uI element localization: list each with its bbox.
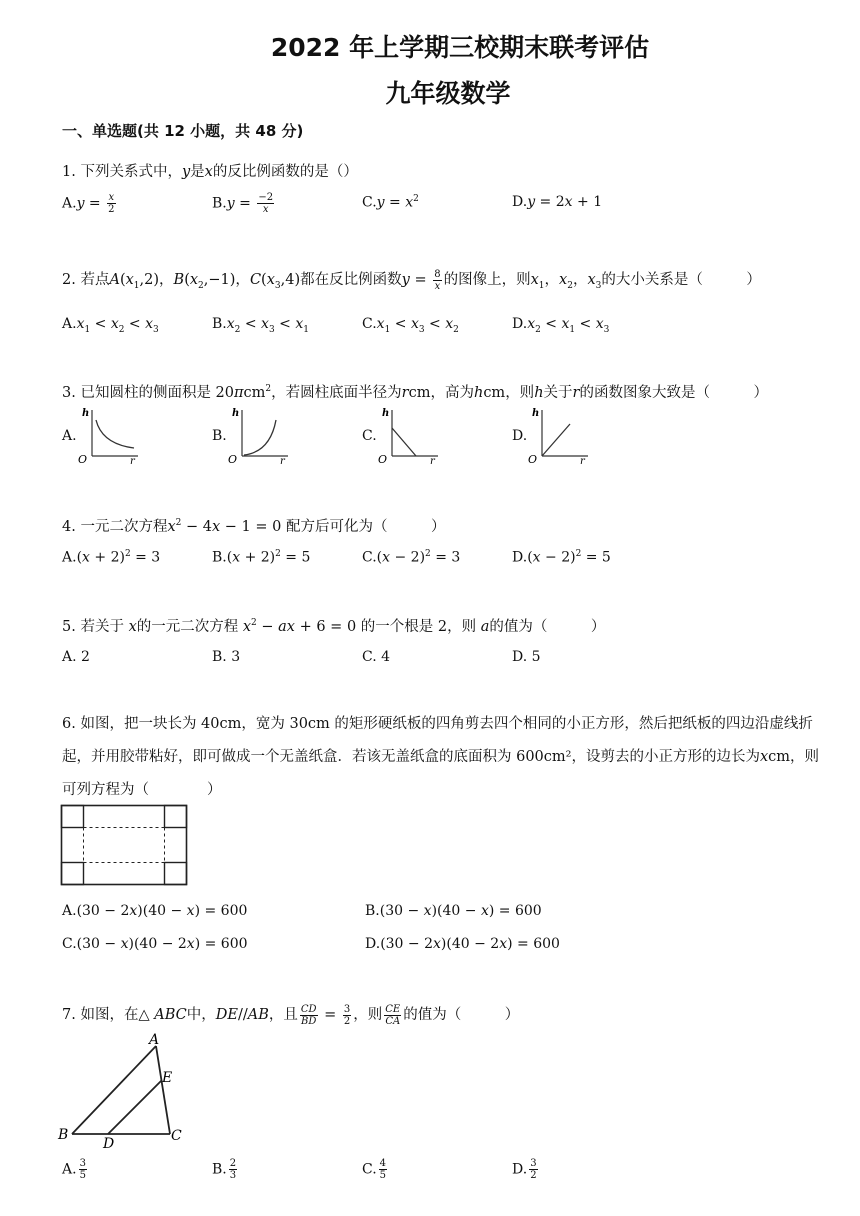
q6-stem-b: ，则可列方程为（ ） — [62, 749, 820, 798]
q7-option-d[interactable]: D. $\frac{3}{2}$ — [512, 1158, 537, 1181]
q2-option-b-label: B. — [212, 316, 227, 332]
q3-graph-b — [226, 406, 292, 467]
q3-option-a[interactable]: A. — [62, 428, 77, 444]
q6-option-b-label: B. — [365, 903, 380, 919]
q1-stem-c: 的反比例函数的是（） — [212, 164, 358, 180]
question-1: 1. 下列关系式中，y是x的反比例函数的是（） — [62, 164, 358, 180]
q6-option-a-label: A. — [62, 903, 77, 919]
q7-label-d: D — [103, 1136, 115, 1152]
section-heading: 一、单选题(共 12 小题，共 48 分) — [62, 122, 304, 140]
q3-b-o-label: O — [228, 453, 238, 466]
q6-option-c[interactable]: C.(30 − x)(40 − 2x) = 600 — [62, 936, 248, 952]
q5-option-c[interactable]: C. 4 — [362, 649, 391, 665]
q3-option-c[interactable]: C. — [362, 428, 377, 444]
q5-stem-d: 的值为（ ） — [489, 619, 606, 635]
q3-stem-e: 关于 — [543, 385, 573, 401]
q7-label-a: A — [149, 1032, 160, 1048]
q3-a-h-label: h — [82, 408, 90, 419]
q2-option-a[interactable]: $A.x_1 < x_2 < x_3$ — [62, 316, 159, 335]
q7-label-c: C — [171, 1128, 182, 1144]
q2-stem-tail2: 的大小关系是（ ） — [601, 272, 761, 288]
q7-option-b[interactable]: B. $\frac{2}{3}$ — [212, 1158, 237, 1181]
q2-stem: 2. 若点 — [62, 272, 110, 288]
q7-option-c[interactable]: C. $\frac{4}{5}$ — [362, 1158, 387, 1181]
q3-a-o-label: O — [78, 453, 88, 466]
q7-stem: 7. 如图，在 — [62, 1007, 139, 1023]
q4-option-b-label: B. — [212, 549, 227, 566]
question-5: 5. 若关于 x的一元二次方程 $x^2$ − ax + 6 = 0 的一个根是 2，则 a的值为（ ） — [62, 618, 606, 635]
q3-stem-c: ，高为 — [430, 385, 474, 401]
q1-option-a[interactable]: A.y = $\frac{x}{2}$ — [62, 192, 115, 215]
q7-option-d-label: D. — [512, 1161, 528, 1178]
q2-option-b[interactable]: $B.x_2 < x_3 < x_1$ — [212, 316, 309, 335]
q1-option-b[interactable]: B.y = $\frac{-2}{x}$ — [212, 192, 274, 215]
q3-a-r-label: r — [130, 456, 135, 467]
q4-option-a-label: A. — [62, 549, 77, 566]
q3-c-o-label: O — [378, 453, 388, 466]
question-6: 6. 如图，把一块长为 40cm，宽为 30cm 的矩形硬纸板的四角剪去四个相同的小正方形，然后把纸板的四边沿虚线折起，并用胶带粘好，即可做成一个无盖纸盒．若该无盖纸盒的底面积为 600cm²，设剪去的小正方形的边长为xcm，则可列方程为（ ） — [62, 716, 820, 798]
q5-stem-c: 的一个根是 2，则 — [360, 619, 481, 635]
q3-b-h-label: h — [232, 408, 240, 419]
q3-stem-d: ，则 — [505, 385, 535, 401]
q2-option-c-label: C. — [362, 316, 377, 332]
q6-option-c-label: C. — [62, 936, 77, 952]
question-4: 4. 一元二次方程$x^2 - 4x - 1 = 0$ 配方后可化为（ ） — [62, 518, 446, 535]
q7-option-a-label: A. — [62, 1161, 77, 1178]
q7-option-c-label: C. — [362, 1161, 377, 1178]
q7-label-e: E — [162, 1070, 173, 1086]
q7-stem-d: ，则 — [353, 1007, 383, 1023]
q7-option-a[interactable]: A. $\frac{3}{5}$ — [62, 1158, 86, 1181]
q5-stem: 5. 若关于 — [62, 619, 129, 635]
q7-stem-c: ，且 — [268, 1007, 298, 1023]
q1-stem-b: 是 — [190, 164, 205, 180]
q5-option-b[interactable]: B. 3 — [212, 649, 241, 665]
q2-option-d[interactable]: $D.x_2 < x_1 < x_3$ — [512, 316, 610, 335]
q5-option-d[interactable]: D. 5 — [512, 649, 541, 665]
q4-option-d-label: D. — [512, 549, 528, 566]
q3-d-h-label: h — [532, 408, 540, 419]
q3-graph-c — [376, 406, 442, 467]
q2-option-d-label: D. — [512, 316, 528, 332]
q3-b-r-label: r — [280, 456, 285, 467]
exam-title: 2022 年上学期三校期末联考评估 — [270, 33, 650, 62]
q3-graph-d — [526, 406, 592, 467]
q4-option-c-label: C. — [362, 549, 377, 566]
q3-stem-b: ，若圆柱底面半径为 — [271, 385, 402, 401]
q3-d-o-label: O — [528, 453, 538, 466]
q6-option-a[interactable]: A.(30 − 2x)(40 − x) = 600 — [62, 903, 248, 919]
q4-stem-b: 配方后可化为（ ） — [285, 519, 446, 535]
q3-d-r-label: r — [580, 456, 585, 467]
q6-figure — [60, 804, 190, 888]
q2-stem-tail: 的图像上，则 — [443, 272, 531, 288]
q3-graph-a — [76, 406, 142, 467]
q7-label-b: B — [58, 1127, 69, 1143]
q7-stem-e: 的值为（ ） — [403, 1007, 520, 1023]
q1-option-b-label: B. — [212, 195, 227, 212]
q2-option-c[interactable]: $C.x_1 < x_3 < x_2$ — [362, 316, 459, 335]
q4-option-d[interactable]: $D.(x - 2)^2 = 5$ — [512, 549, 611, 566]
q1-stem: 1. 下列关系式中， — [62, 164, 182, 180]
q1-option-c[interactable]: $C.y = x^2$ — [362, 194, 419, 211]
q5-stem-b: 的一元二次方程 — [136, 619, 243, 635]
q3-option-b[interactable]: B. — [212, 428, 227, 444]
q4-option-a[interactable]: $A.(x + 2)^2 = 3$ — [62, 549, 161, 566]
question-3: 3. 已知圆柱的侧面积是 20πcm$^2$，若圆柱底面半径为rcm，高为hcm，则h关于r的函数图象大致是（ ） — [62, 384, 768, 401]
q6-option-b[interactable]: B.(30 − x)(40 − x) = 600 — [365, 903, 542, 919]
q7-option-b-label: B. — [212, 1161, 227, 1178]
exam-subtitle: 九年级数学 — [385, 79, 511, 108]
question-7: 7. 如图，在△ ABC中，DE//AB，且 $\frac{CD}{BD}$ = $\frac{3}{2}$ ，则 $\frac{CE}{CA}$ 的值为（ ） — [62, 1003, 520, 1027]
q7-stem-b: 中， — [186, 1007, 216, 1023]
q5-option-a[interactable]: A. 2 — [62, 649, 90, 665]
q1-option-d[interactable]: D.y = 2x + 1 — [512, 194, 603, 210]
q3-option-d[interactable]: D. — [512, 428, 528, 444]
q2-option-a-label: A. — [62, 316, 77, 332]
q7-triangle-figure — [58, 1030, 198, 1150]
q1-option-d-label: D. — [512, 194, 528, 210]
q3-stem-f: 的函数图象大致是（ ） — [579, 385, 768, 401]
q3-c-h-label: h — [382, 408, 390, 419]
q3-stem: 3. 已知圆柱的侧面积是 — [62, 385, 211, 401]
question-2: 2. 若点$A(x_1,2)$，$B(x_2,-1)$，$C(x_3,4)$都在反比例函数y = $\frac{8}{x}$ 的图像上，则$x_1$，$x_2$，$x_3$的大小关系是（ ） — [62, 268, 761, 292]
q1-option-a-label: A. — [62, 195, 77, 212]
q4-option-b[interactable]: $B.(x + 2)^2 = 5$ — [212, 549, 311, 566]
q4-stem: 4. 一元二次方程 — [62, 519, 168, 535]
q3-c-r-label: r — [430, 456, 435, 467]
q6-stem: 6. 如图，把一块长为 40cm，宽为 30cm 的矩形硬纸板的四角剪去四个相同的小正方形，然后把纸板的四边沿虚线折起，并用胶带粘好，即可做成一个无盖纸盒．若该无盖纸盒的底面积为 600cm²，设剪去的小正方形的边长为 — [62, 716, 813, 765]
q4-option-c[interactable]: $C.(x - 2)^2 = 3$ — [362, 549, 461, 566]
q6-option-d-label: D. — [365, 936, 381, 952]
q1-option-c-label: C. — [362, 194, 377, 211]
q6-option-d[interactable]: D.(30 − 2x)(40 − 2x) = 600 — [365, 936, 560, 952]
